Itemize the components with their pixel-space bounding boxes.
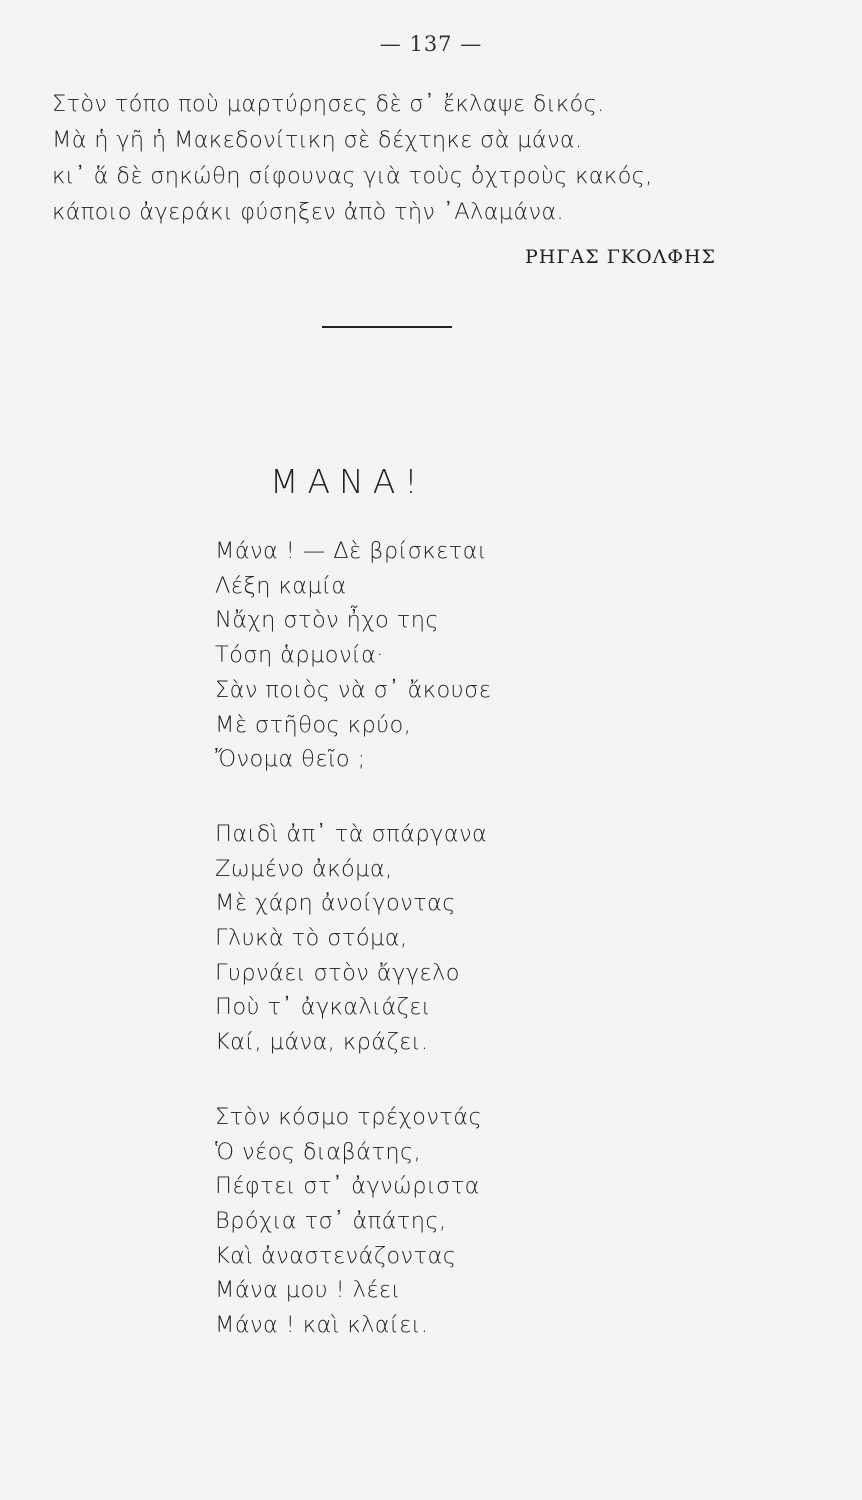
poem-body — [215, 534, 635, 1383]
verse-line: Μὲ στῆθος κρύο, — [215, 711, 412, 738]
verse-line: Παιδὶ ἀπ᾽ τὰ σπάργανα — [215, 820, 488, 847]
stanza — [215, 817, 635, 1060]
verse-line: Σὰν ποιὸς νὰ σ᾽ ἄκουσε — [215, 676, 492, 703]
verse-line: Στὸν κόσμο τρέχοντάς — [215, 1103, 483, 1130]
verse-line: Λέξη καμία — [215, 572, 347, 599]
verse-line: Μάνα ! — Δὲ βρίσκεται — [215, 538, 487, 564]
poem-title: ΜΑΝΑ! — [270, 462, 427, 501]
section-divider — [322, 326, 452, 328]
verse-line: Ὄνομα θεῖο ; — [215, 746, 366, 773]
verse-line: Βρόχια τσ᾽ ἀπάτης, — [215, 1207, 447, 1234]
verse-line: Ποὺ τ᾽ ἀγκαλιάζει — [215, 994, 431, 1021]
verse-line: Στὸν τόπο ποὺ μαρτύρησες δὲ σ᾽ ἔκλαψε δικός. — [52, 91, 605, 117]
verse-line: κι᾽ ἅ δὲ σηκώθη σίφουνας γιὰ τοὺς ὀχτροὺς κακός, — [52, 163, 653, 189]
verse-line: Πέφτει στ᾽ ἀγνώριστα — [215, 1173, 480, 1200]
stanza — [215, 534, 635, 777]
verse-line: Μὰ ἡ γῆ ἡ Μακεδονίτικη σὲ δέχτηκε σὰ μάνα. — [52, 127, 583, 153]
verse-line: κάποιο ἀγεράκι φύσηξεν ἀπὸ τὴν ᾿Αλαμάνα. — [52, 199, 564, 225]
verse-line: Τόση ἁρμονία· — [215, 642, 384, 669]
verse-line: Καὶ ἀναστενάζοντας — [215, 1242, 457, 1269]
verse-line: Καί, μάνα, κράζει. — [215, 1029, 429, 1056]
page-number: — 137 — — [379, 32, 483, 56]
verse-line: Μάνα ! καὶ κλαίει. — [215, 1312, 429, 1339]
verse-line: Μάνα μου ! λέει — [215, 1277, 401, 1304]
verse-line: Ὁ νέος διαβάτης, — [215, 1138, 422, 1165]
verse-line: Γλυκὰ τὸ στόμα, — [215, 925, 408, 952]
author-signature: ΡΗΓΑΣ ΓΚΟΛΦΗΣ — [525, 246, 716, 268]
verse-line: Γυρνάει στὸν ἄγγελο — [215, 959, 460, 986]
verse-line: Νἄχη στὸν ἦχο της — [215, 607, 439, 634]
stanza — [215, 1100, 635, 1343]
verse-line: Μὲ χάρη ἀνοίγοντας — [215, 890, 456, 917]
verse-line: Ζωμένο ἀκόμα, — [215, 855, 393, 882]
previous-poem-ending — [52, 86, 812, 230]
